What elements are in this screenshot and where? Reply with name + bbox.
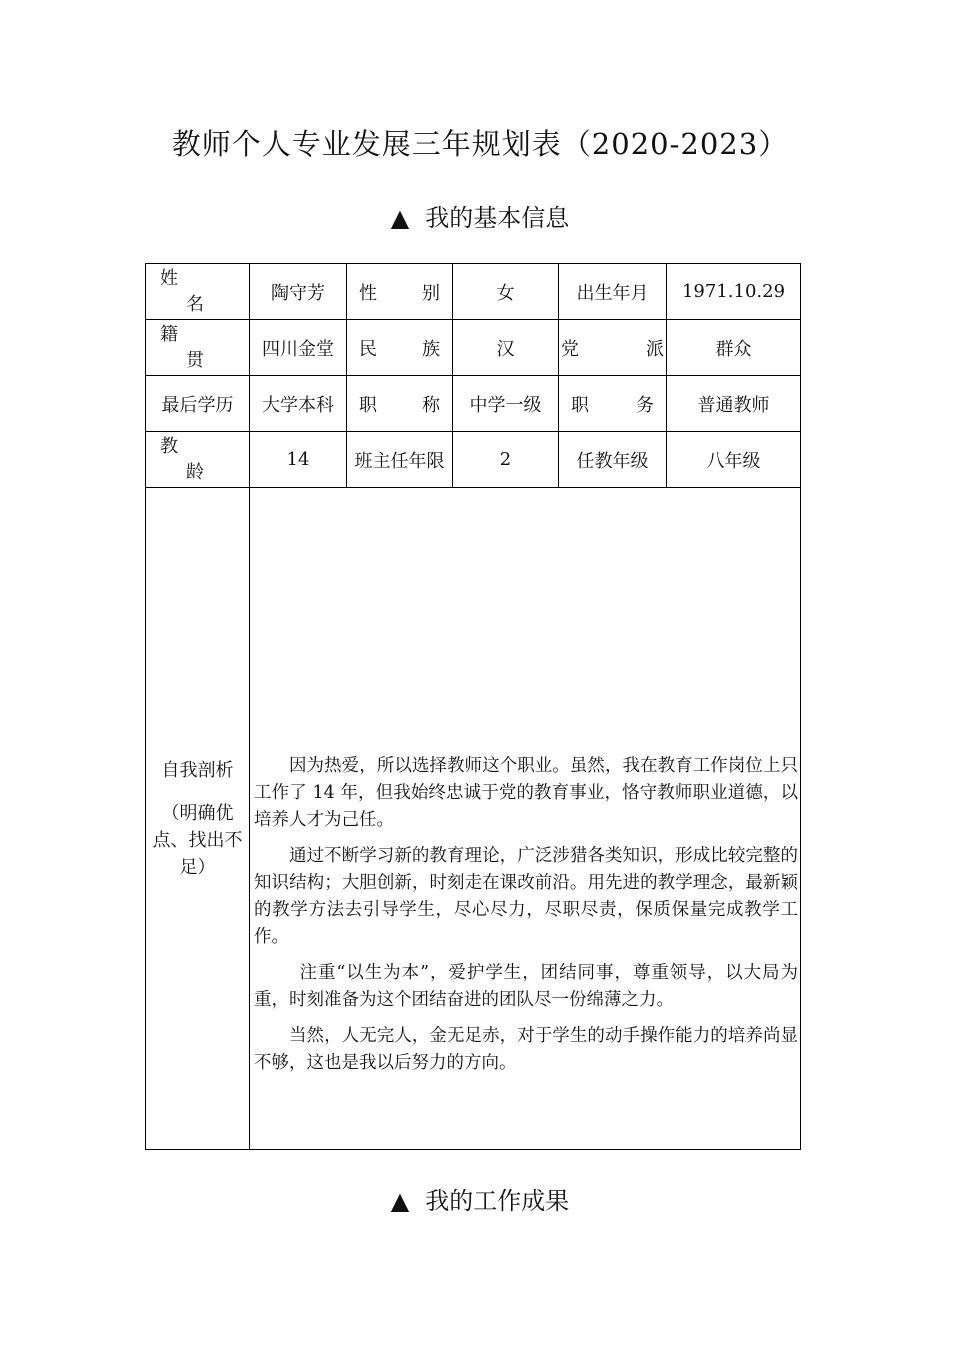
native-label-char-2: 贯 [186,349,204,371]
ethnic-value: 汉 [453,320,559,376]
table-row [146,432,801,488]
gender-label-char-1: 性 [359,282,377,304]
table-row [146,488,801,1150]
triangle-icon: ▲ [390,1187,410,1215]
native-label-char-1: 籍 [160,323,178,345]
table-row [146,264,801,320]
gender-label-cell [347,264,453,320]
teaching-years-value: 14 [250,432,347,488]
ethnic-label-cell [347,320,453,376]
name-label-cell [146,264,250,320]
name-label-char-1: 姓 [160,267,178,289]
birth-value: 1971.10.29 [667,264,801,320]
head-teacher-years-label: 班主任年限 [347,432,453,488]
name-label-char-2: 名 [186,293,204,315]
post-label-char-1: 职 [571,394,589,416]
section-heading-text: 我的工作成果 [425,1187,570,1215]
self-analysis-paragraph: 因为热爱，所以选择教师这个职业。虽然，我在教育工作岗位上只工作了 14 年，但我始终忠诚于党的教育事业，恪守教师职业道德，以培养人才为己任。 [254,756,798,830]
ethnic-label-char-2: 族 [422,338,440,360]
basic-info-table [145,263,801,1150]
self-analysis-paragraph: 通过不断学习新的教育理论，广泛涉猎各类知识，形成比较完整的知识结构；大胆创新，时刻走在课改前沿。用先进的教学理念，最新颖的教学方法去引导学生，尽心尽力，尽职尽责，保质保量完成教学工作。 [254,846,798,947]
party-label-char-2: 派 [646,338,664,360]
native-value: 四川金堂 [250,320,347,376]
name-value: 陶守芳 [250,264,347,320]
post-value: 普通教师 [667,376,801,432]
self-analysis-label: 自我剖析 [161,759,234,781]
ethnic-label-char-1: 民 [359,338,377,360]
post-label-char-2: 务 [636,394,654,416]
grade-label: 任教年级 [559,432,667,488]
section-heading-work-results [0,1181,960,1216]
head-teacher-years-value: 2 [453,432,559,488]
teaching-years-label-char-1: 教 [160,435,178,457]
table-row [146,376,801,432]
native-label-cell [146,320,250,376]
table-row [146,320,801,376]
birth-label: 出生年月 [559,264,667,320]
grade-value: 八年级 [667,432,801,488]
section-heading-basic-info [0,198,960,233]
title-label-cell [347,376,453,432]
gender-label-char-2: 别 [422,282,440,304]
self-analysis-label-cell [146,488,250,1150]
post-label-cell [559,376,667,432]
self-analysis-content [250,488,801,1150]
party-value: 群众 [667,320,801,376]
gender-value: 女 [453,264,559,320]
party-label-char-1: 党 [561,338,579,360]
teaching-years-label-cell [146,432,250,488]
education-label: 最后学历 [146,376,250,432]
title-value: 中学一级 [453,376,559,432]
title-label-char-2: 称 [422,394,440,416]
self-analysis-sublabel: （明确优点、找出不足） [152,802,243,878]
title-label-char-1: 职 [359,394,377,416]
self-analysis-paragraph: 注重“以生为本”，爱护学生，团结同事，尊重领导，以大局为重，时刻准备为这个团结奋进的团队尽一份绵薄之力。 [254,963,798,1010]
section-heading-text: 我的基本信息 [425,204,570,232]
page-title: 教师个人专业发展三年规划表（2020-2023） [171,127,789,161]
self-analysis-paragraph: 当然，人无完人，金无足赤，对于学生的动手操作能力的培养尚显不够，这也是我以后努力的方向。 [254,1026,798,1073]
teaching-years-label-char-2: 龄 [186,461,204,483]
party-label-cell [559,320,667,376]
education-value: 大学本科 [250,376,347,432]
triangle-icon: ▲ [390,204,410,232]
